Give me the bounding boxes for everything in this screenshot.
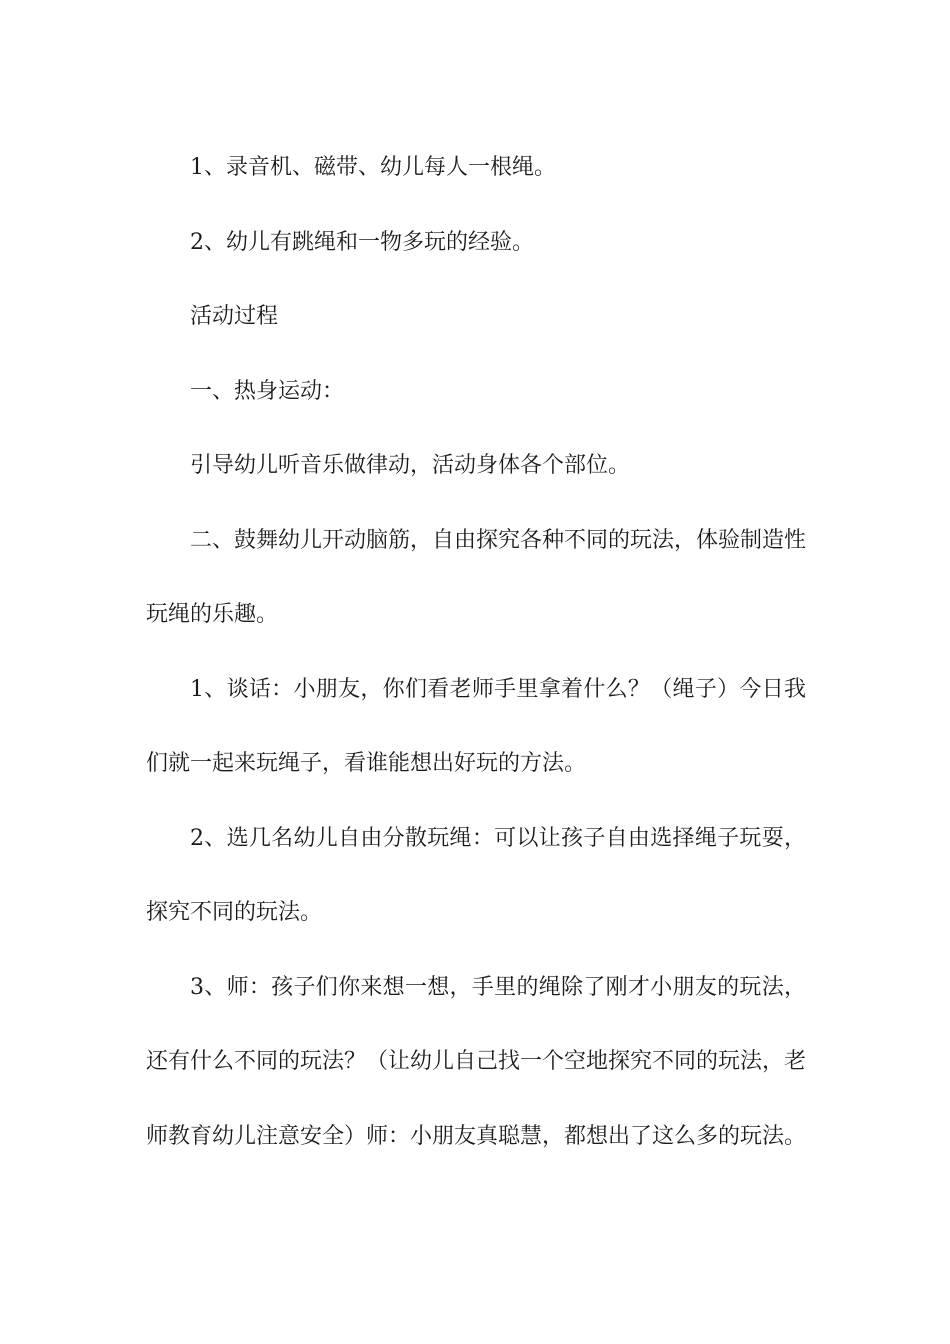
paragraph-talk: 1、谈话：小朋友，你们看老师手里拿着什么？（绳子）今日我们就一起来玩绳子，看谁能想出好玩的方法。 [146,676,806,776]
paragraph-materials-1: 1、录音机、磁带、幼儿每人一根绳。 [190,155,556,180]
paragraph-materials-2: 2、幼儿有跳绳和一物多玩的经验。 [190,229,534,255]
paragraph-teacher: 3、师：孩子们你来想一想，手里的绳除了刚才小朋友的玩法，还有什么不同的玩法？（让幼儿自己找一个空地探究不同的玩法，老师教育幼儿注意安全）师：小朋友真聪慧，都想出了这么多的玩法。 [146,974,807,1149]
section-heading-process: 活动过程 [190,304,279,329]
document-body [146,131,806,1174]
paragraph-warmup: 引导幼儿听音乐做律动，活动身体各个部位。 [190,453,631,478]
step-heading-warmup: 一、热身运动： [190,378,345,404]
paragraph-free-play: 2、选几名幼儿自由分散玩绳：可以让孩子自由选择绳子玩耍，探究不同的玩法。 [146,825,806,925]
step-heading-explore: 二、鼓舞幼儿开动脑筋，自由探究各种不同的玩法，体验制造性玩绳的乐趣。 [146,527,807,627]
